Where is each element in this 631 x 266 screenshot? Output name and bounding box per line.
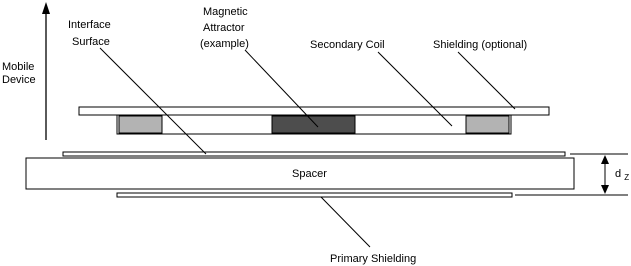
magnetic-attractor-label-line2: Attractor (203, 22, 245, 34)
mobile-device-label-line1: Mobile (2, 61, 35, 73)
dz-arrow-up (601, 155, 609, 164)
magnetic-attractor-label-line1: Magnetic (203, 6, 248, 18)
primary-shielding-leader (321, 197, 370, 247)
dz-label (615, 168, 629, 182)
interface-surface-label-line2: Surface (72, 36, 110, 48)
primary-shielding-label: Primary Shielding (330, 253, 417, 265)
shielding-right-block (466, 116, 509, 133)
dz-arrow-down (601, 185, 609, 194)
primary-shielding-plate (117, 193, 512, 197)
mobile-device-label-line2: Device (2, 74, 36, 86)
shielding-optional-leader (458, 52, 515, 109)
dz-label-subscript: Z (624, 173, 630, 182)
interface-surface-label-line1: Interface (68, 19, 111, 31)
shielding-optional-label: Shielding (optional) (433, 39, 528, 51)
shielding-left-block (119, 116, 162, 133)
magnetic-attractor-block (272, 116, 355, 133)
mobile-device-arrow-head (42, 2, 50, 14)
interface-surface-plate (63, 152, 565, 156)
interface-surface-leader (100, 48, 206, 154)
shielding-plate (79, 107, 549, 115)
magnetic-attractor-label-line3: (example) (200, 38, 249, 50)
secondary-coil-label: Secondary Coil (310, 39, 385, 51)
spacer-label: Spacer (292, 168, 327, 180)
dz-label-main: d (615, 168, 622, 180)
